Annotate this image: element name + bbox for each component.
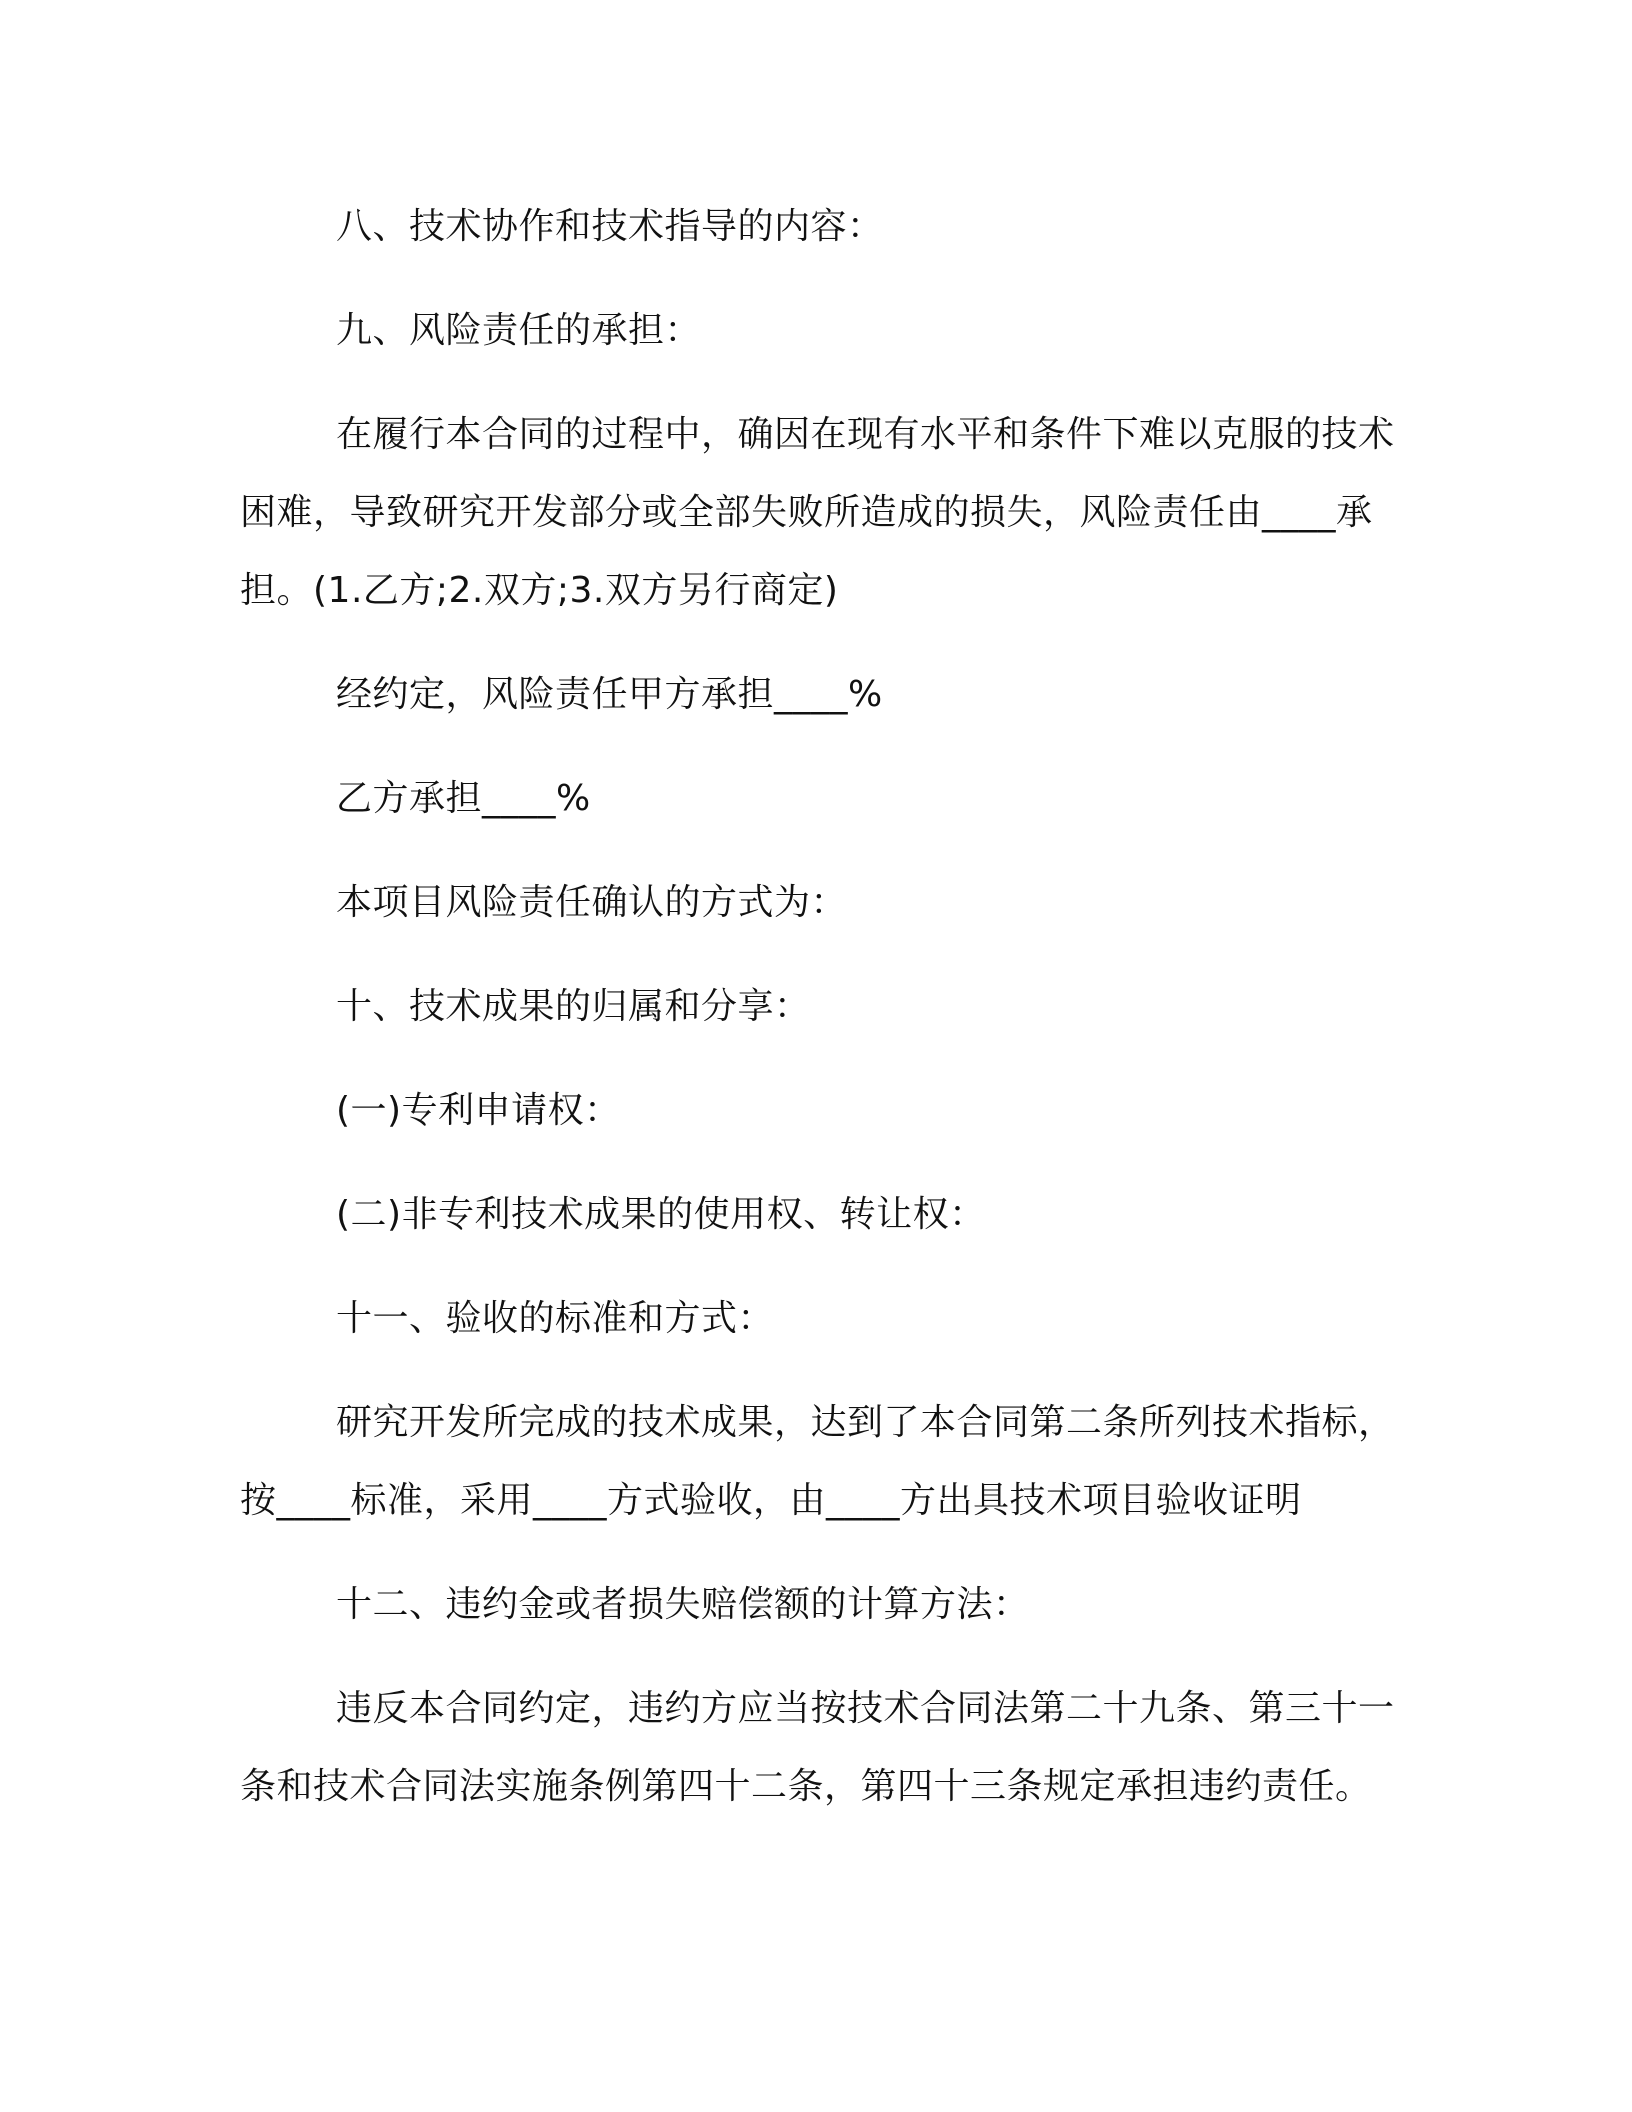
- risk-confirmation-method: 本项目风险责任确认的方式为：: [336, 882, 848, 923]
- non-patent-tech-rights: (二)非专利技术成果的使用权、转让权：: [336, 1194, 986, 1235]
- section-12-heading: 十二、违约金或者损失赔偿额的计算方法：: [336, 1584, 1030, 1625]
- section-8-heading: 八、技术协作和技术指导的内容：: [336, 206, 884, 247]
- patent-application-right: (一)专利申请权：: [336, 1090, 621, 1131]
- risk-liability-clause: 在履行本合同的过程中，确因在现有水平和条件下难以克服的技术困难，导致研究开发部分或全部失败所造成的损失，风险责任由____承担。(1.乙方;2.双方;3.双方另行商定): [240, 414, 1395, 611]
- section-11-heading: 十一、验收的标准和方式：: [336, 1298, 775, 1339]
- document-body: [240, 188, 1415, 1852]
- section-10-heading: 十、技术成果的归属和分享：: [336, 986, 811, 1027]
- acceptance-clause: 研究开发所完成的技术成果，达到了本合同第二条所列技术指标，按____标准，采用____方式验收，由____方出具技术项目验收证明: [240, 1402, 1395, 1521]
- party-a-risk-share: 经约定，风险责任甲方承担____%: [336, 674, 883, 715]
- breach-liability-clause: 违反本合同约定，违约方应当按技术合同法第二十九条、第三十一条和技术合同法实施条例第四十二条，第四十三条规定承担违约责任。: [240, 1688, 1395, 1807]
- party-b-risk-share: 乙方承担____%: [336, 778, 591, 819]
- section-9-heading: 九、风险责任的承担：: [336, 310, 702, 351]
